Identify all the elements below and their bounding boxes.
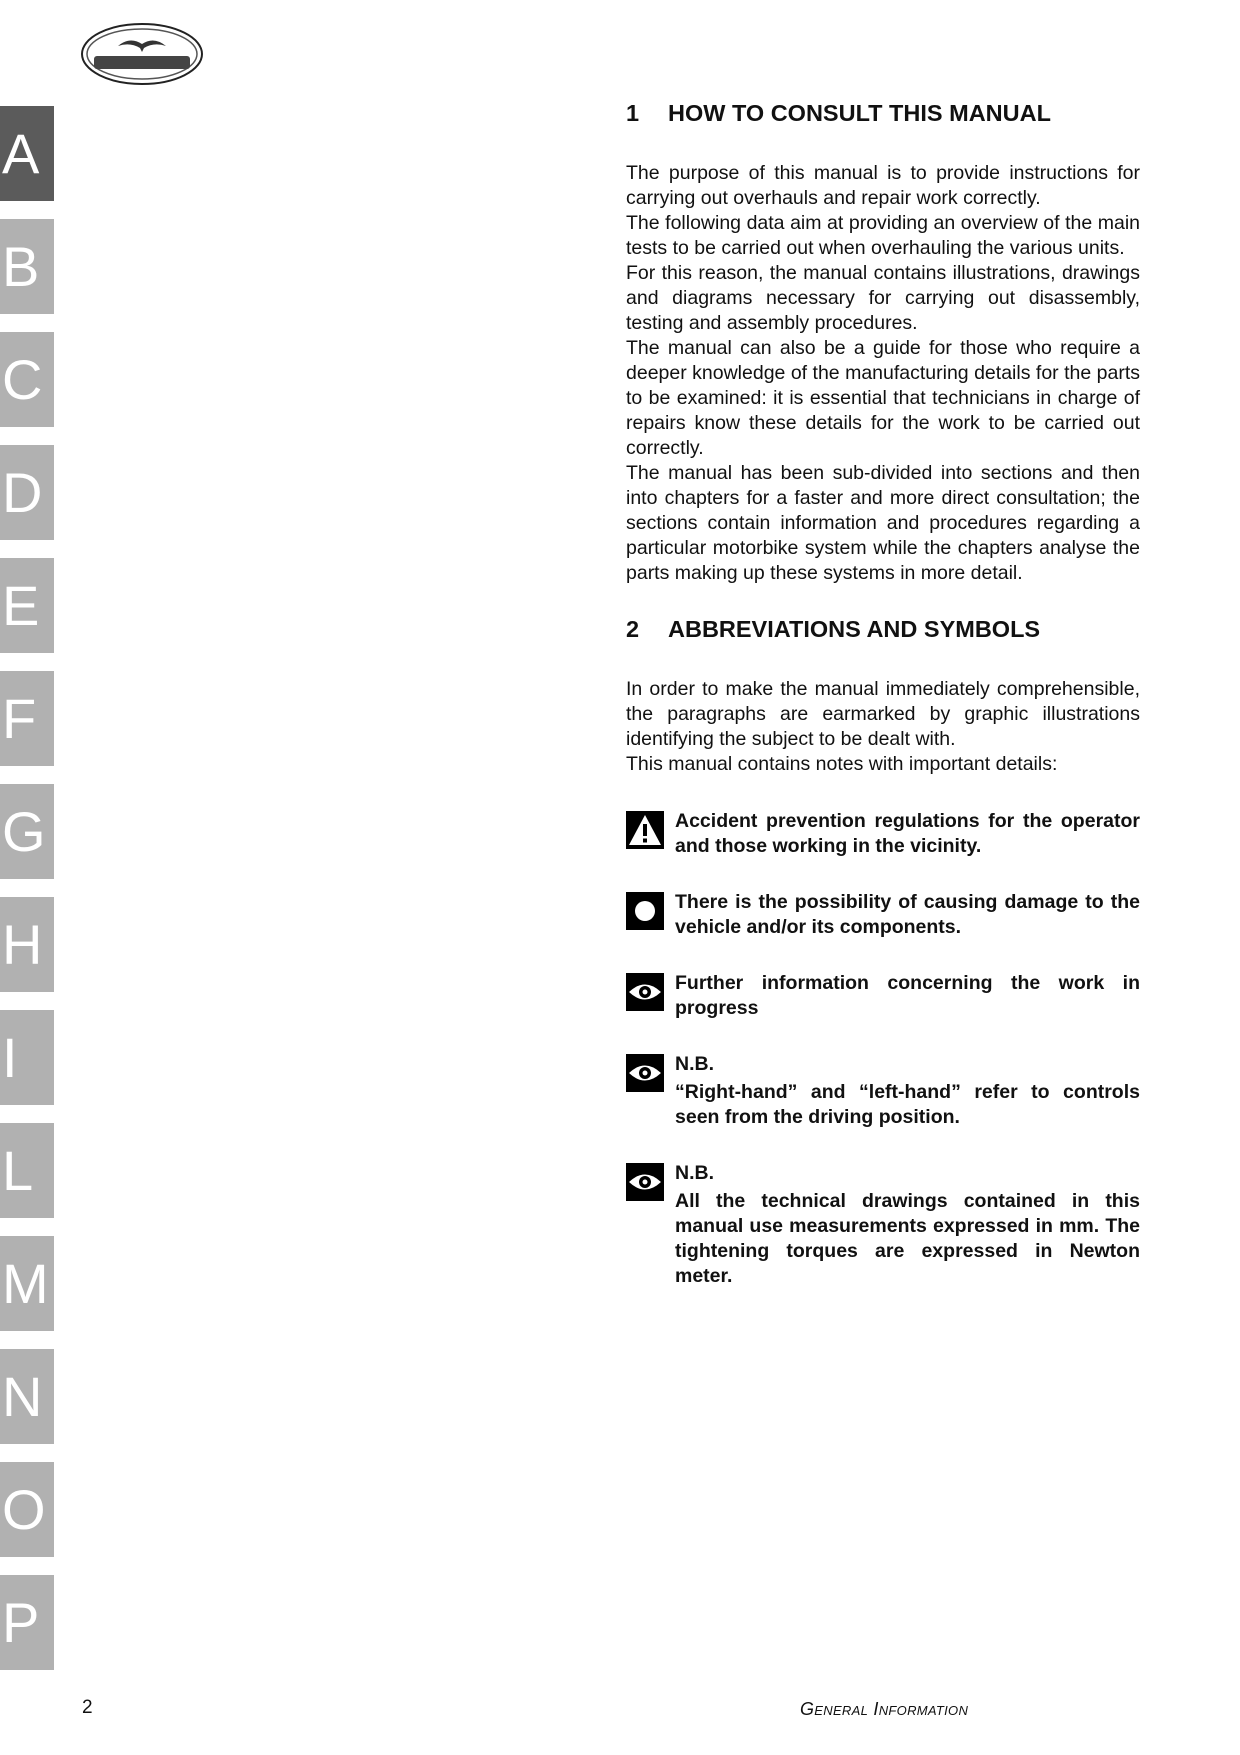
note-body: Further information concerning the work in progress [675,972,1140,1019]
note-further-information [626,971,1140,1021]
section-1-number: 1 [626,100,640,126]
section-index-tabs [0,106,54,1688]
section-tab-p[interactable]: P [0,1575,54,1670]
note-text [675,809,1140,859]
note-vehicle-damage [626,890,1140,940]
footer-title: General Information [800,1699,969,1719]
eye-icon [626,1054,664,1092]
note-body: All the technical drawings contained in this manual use measurements expressed in mm. The tightening torques are expressed in Newton meter. [675,1190,1140,1287]
section-tab-e[interactable]: E [0,558,54,653]
section-1-paragraph: The purpose of this manual is to provide instructions for carrying out overhauls and repair work correctly. [626,162,1140,209]
section-tab-a[interactable]: A [0,106,54,201]
section-2-paragraph: In order to make the manual immediately comprehensible, the paragraphs are earmarked by graphic illustrations identifying the subject to be dealt with. [626,678,1140,750]
section-tab-g[interactable]: G [0,784,54,879]
section-1-heading [626,100,1140,127]
note-text [675,1052,1140,1130]
note-body: There is the possibility of causing damage to the vehicle and/or its components. [675,891,1140,938]
section-1-paragraph: The following data aim at providing an overview of the main tests to be carried out when overhauling the various units. [626,212,1140,259]
section-tab-d[interactable]: D [0,445,54,540]
section-1-body [626,161,1140,586]
note-nb-label: N.B. [675,1053,714,1075]
section-tab-o[interactable]: O [0,1462,54,1557]
section-2-title: ABBREVIATIONS AND SYMBOLS [668,616,1041,642]
section-tab-m[interactable]: M [0,1236,54,1331]
section-2-number: 2 [626,616,640,642]
section-tab-b[interactable]: B [0,219,54,314]
section-tab-c[interactable]: C [0,332,54,427]
section-tab-l[interactable]: L [0,1123,54,1218]
note-measurements [626,1161,1140,1289]
note-text [675,971,1140,1021]
eye-icon [626,973,664,1011]
section-tab-h[interactable]: H [0,897,54,992]
section-2-paragraph: This manual contains notes with important details: [626,753,1058,775]
warning-triangle-icon [626,811,664,849]
eye-icon [626,1163,664,1201]
damage-dot-icon [626,892,664,930]
section-1-title: HOW TO CONSULT THIS MANUAL [668,100,1051,126]
page-number: 2 [82,1697,93,1718]
section-1-paragraph: For this reason, the manual contains illustrations, drawings and diagrams necessary for carrying out disassembly, testing and assembly procedures. [626,262,1140,334]
section-1-paragraph: The manual has been sub-divided into sections and then into chapters for a faster and more direct consultation; the sections contain information and procedures regarding a particular motorbike system while the chapters analyse the parts making up these systems in more detail. [626,462,1140,584]
section-1-paragraph: The manual can also be a guide for those who require a deeper knowledge of the manufacturing details for the parts to be examined: it is essential that technicians in charge of repairs know these details for the work to be carried out correctly. [626,337,1140,459]
note-nb-label: N.B. [675,1162,714,1184]
section-tab-n[interactable]: N [0,1349,54,1444]
section-2-body [626,677,1140,777]
notes-list [626,809,1140,1289]
moto-guzzi-logo [78,18,206,90]
section-tab-i[interactable]: I [0,1010,54,1105]
section-2-heading [626,616,1140,643]
note-text [675,890,1140,940]
note-body: “Right-hand” and “left-hand” refer to controls seen from the driving position. [675,1081,1140,1128]
note-accident-prevention [626,809,1140,859]
note-body: Accident prevention regulations for the operator and those working in the vicinity. [675,810,1140,857]
main-content [626,100,1140,1320]
section-tab-f[interactable]: F [0,671,54,766]
note-text [675,1161,1140,1289]
note-right-left-hand [626,1052,1140,1130]
